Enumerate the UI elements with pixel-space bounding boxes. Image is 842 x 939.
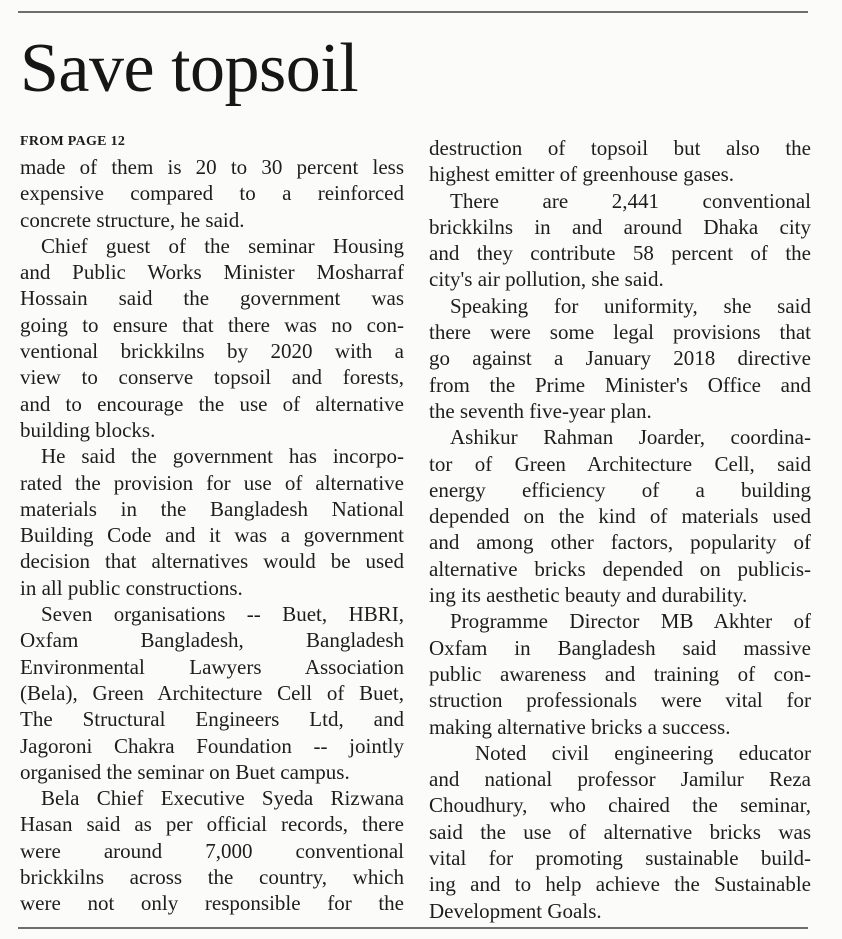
text-line: made of them is 20 to 30 percent less [20, 155, 404, 179]
text-line: in all public constructions. [20, 575, 243, 600]
jump-label: FROM PAGE 12 [20, 134, 126, 149]
text-line: decision that alternatives would be used [20, 549, 404, 574]
text-line: ing and to help achieve the Sustainable [429, 872, 811, 897]
text-line: alternative bricks depended on publicis- [429, 556, 811, 581]
text-line: materials in the Bangladesh National [20, 496, 404, 521]
text-line: Hasan said as per official records, there [20, 812, 404, 837]
article-column-left [20, 132, 404, 917]
article-headline: Save topsoil [20, 30, 359, 107]
text-line: going to ensure that there was no con- [20, 312, 404, 337]
text-line: were not only responsible for the [20, 891, 404, 916]
text-line: public awareness and training of con- [429, 661, 811, 686]
text-line: Oxfam in Bangladesh said massive [429, 635, 811, 660]
text-line: organised the seminar on Buet campus. [20, 759, 350, 784]
text-line: rated the provision for use of alternative [20, 470, 404, 495]
text-line: and among other factors, popularity of [429, 530, 811, 555]
text-line: and Public Works Minister Mosharraf [20, 260, 404, 285]
text-line: said the use of alternative bricks was [429, 819, 811, 844]
text-line: Bela Chief Executive Syeda Rizwana [41, 786, 404, 811]
text-line: building blocks. [20, 417, 156, 442]
text-line: Chief guest of the seminar Housing [41, 233, 404, 258]
article-column-right [429, 135, 811, 924]
text-line: Programme Director MB Akhter of [450, 609, 811, 634]
text-line: from the Prime Minister's Office and [429, 372, 811, 397]
text-line: and to encourage the use of alternative [20, 391, 404, 416]
text-line: struction professionals were vital for [429, 688, 811, 713]
text-line: There are 2,441 conventional [450, 188, 811, 213]
text-line: brickkilns in and around Dhaka city [429, 214, 811, 239]
text-line: brickkilns across the country, which [20, 865, 404, 890]
top-rule [18, 11, 808, 13]
text-line: concrete structure, he said. [20, 207, 245, 232]
text-line: ventional brickkilns by 2020 with a [20, 339, 404, 364]
text-line: and national professor Jamilur Reza [429, 767, 811, 792]
text-line: Jagoroni Chakra Foundation -- jointly [20, 733, 404, 758]
bottom-rule [18, 927, 808, 929]
text-line: Choudhury, who chaired the seminar, [429, 793, 811, 818]
text-line: energy efficiency of a building [429, 477, 811, 502]
text-line: Development Goals. [429, 898, 602, 923]
text-line: and they contribute 58 percent of the [429, 241, 811, 266]
text-line: Speaking for uniformity, she said [450, 293, 811, 318]
text-line: city's air pollution, she said. [429, 267, 664, 292]
text-line: The Structural Engineers Ltd, and [20, 707, 404, 732]
text-line: tor of Green Architecture Cell, said [429, 451, 811, 476]
text-line: Environmental Lawyers Association [20, 654, 404, 679]
text-line: highest emitter of greenhouse gases. [429, 162, 734, 187]
text-line: were around 7,000 conventional [20, 838, 404, 863]
text-line: destruction of topsoil but also the [429, 136, 811, 160]
text-line: Seven organisations -- Buet, HBRI, [41, 602, 404, 627]
text-line: vital for promoting sustainable build- [429, 846, 811, 871]
text-line: view to conserve topsoil and forests, [20, 365, 404, 390]
text-line: depended on the kind of materials used [429, 504, 811, 529]
text-line: go against a January 2018 directive [429, 346, 811, 371]
text-line: making alternative bricks a success. [429, 714, 731, 739]
text-line: Hossain said the government was [20, 286, 404, 311]
text-line: the seventh five-year plan. [429, 398, 652, 423]
text-line: (Bela), Green Architecture Cell of Buet, [20, 680, 404, 705]
text-line: there were some legal provisions that [429, 320, 811, 345]
text-line: Ashikur Rahman Joarder, coordina- [450, 425, 811, 450]
text-line: expensive compared to a reinforced [20, 181, 404, 206]
text-line: He said the government has incorpo- [41, 444, 404, 469]
text-line: Oxfam Bangladesh, Bangladesh [20, 628, 404, 653]
text-line: Noted civil engineering educator [475, 740, 811, 765]
text-line: ing its aesthetic beauty and durability. [429, 583, 748, 608]
text-line: Building Code and it was a government [20, 523, 404, 548]
